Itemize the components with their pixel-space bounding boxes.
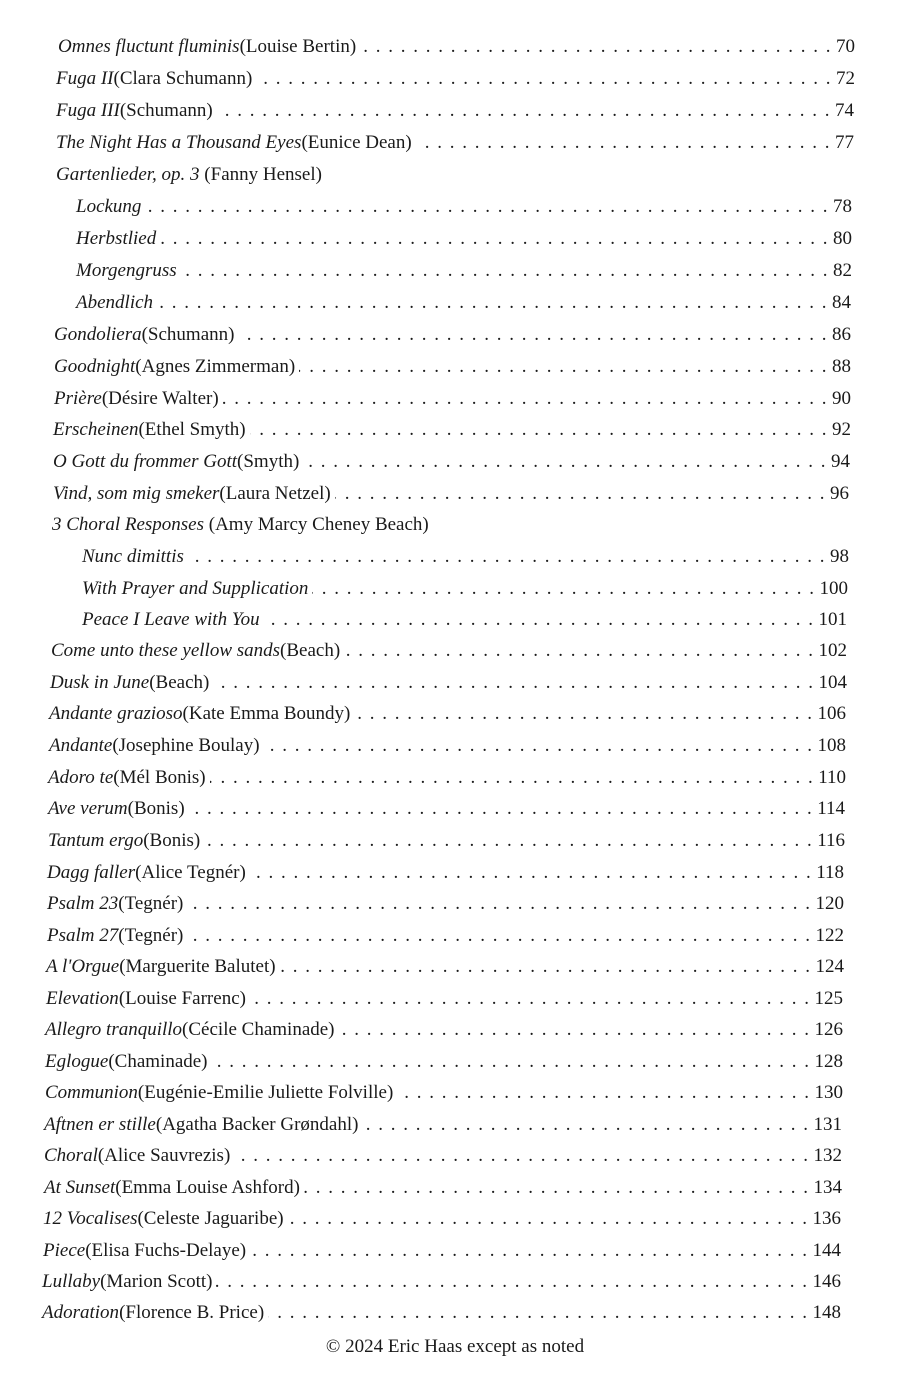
entry-title: Gartenlieder, op. 3 <box>56 164 200 185</box>
dot-leader <box>303 451 827 473</box>
entry-composer: (Bonis) <box>143 830 201 851</box>
entry-composer: (Marguerite Balutet) <box>119 956 276 977</box>
toc-entry[interactable] <box>82 572 848 600</box>
entry-title: Aftnen er stille <box>44 1114 156 1135</box>
toc-entry[interactable] <box>44 1108 842 1136</box>
toc-entry[interactable] <box>53 477 849 505</box>
dot-leader <box>250 419 828 441</box>
entry-title: Herbstlied <box>76 228 157 249</box>
entry-title: Dusk in June <box>50 672 150 693</box>
entry-composer: (Agatha Backer Grøndahl) <box>155 1114 359 1135</box>
copyright-footer: © 2024 Eric Haas except as noted <box>325 1336 585 1357</box>
entry-title: 3 Choral Responses <box>52 514 204 535</box>
entry-title: Nunc dimittis <box>82 546 184 567</box>
toc-entry[interactable] <box>47 919 844 947</box>
toc-entry[interactable] <box>47 887 844 915</box>
entry-page-number: 124 <box>815 956 844 977</box>
entry-composer: (Alice Tegnér) <box>135 862 246 883</box>
dot-leader <box>339 1019 811 1041</box>
entry-title: Allegro tranquillo <box>45 1019 183 1040</box>
toc-entry[interactable] <box>43 1234 841 1262</box>
entry-title: Andante <box>49 735 113 756</box>
entry-composer: (Louise Farrenc) <box>118 988 246 1009</box>
entry-composer: (Beach) <box>280 640 341 661</box>
dot-leader <box>335 483 826 505</box>
entry-title: With Prayer and Supplication <box>82 578 309 599</box>
dot-leader <box>223 388 828 410</box>
toc-entry[interactable] <box>46 950 844 978</box>
entry-title: At Sunset <box>44 1177 116 1198</box>
entry-title: Piece <box>43 1240 86 1261</box>
dot-leader <box>210 767 815 789</box>
entry-title: Abendlich <box>76 292 154 313</box>
entry-composer: (Smyth) <box>237 451 300 472</box>
entry-composer: (Elisa Fuchs-Delaye) <box>85 1240 247 1261</box>
entry-page-number: 70 <box>836 36 855 57</box>
toc-entry[interactable] <box>49 729 846 757</box>
entry-page-number: 100 <box>819 578 848 599</box>
entry-composer: (Emma Louise Ashford) <box>115 1177 300 1198</box>
entry-title: O Gott du frommer Gott <box>53 451 238 472</box>
toc-entry[interactable] <box>43 1202 841 1230</box>
dot-leader <box>217 100 831 122</box>
toc-entry[interactable] <box>56 94 854 122</box>
entry-page-number: 101 <box>818 609 847 630</box>
entry-title: Adoro te <box>48 767 114 788</box>
toc-entry[interactable] <box>49 697 846 725</box>
entry-title: Dagg faller <box>47 862 136 883</box>
dot-leader <box>160 228 829 250</box>
entry-page-number: 98 <box>830 546 849 567</box>
entry-page-number: 146 <box>812 1271 841 1292</box>
entry-page-number: 136 <box>812 1208 841 1229</box>
entry-page-number: 120 <box>815 893 844 914</box>
entry-title: A l'Orgue <box>46 956 120 977</box>
entry-page-number: 84 <box>832 292 851 313</box>
entry-page-number: 88 <box>832 356 851 377</box>
entry-title: Goodnight <box>54 356 136 377</box>
entry-title: Morgengruss <box>76 260 177 281</box>
toc-entry[interactable] <box>44 1171 842 1199</box>
entry-title: Adoration <box>42 1302 120 1323</box>
dot-leader <box>344 640 814 662</box>
entry-title: Choral <box>44 1145 98 1166</box>
entry-title: Psalm 23 <box>47 893 119 914</box>
entry-title: Vind, som mig smeker <box>53 483 220 504</box>
toc-entry[interactable] <box>82 540 849 568</box>
entry-composer: (Josephine Boulay) <box>112 735 260 756</box>
entry-page-number: 72 <box>836 68 855 89</box>
toc-entry[interactable] <box>48 824 845 852</box>
dot-leader <box>187 925 811 947</box>
toc-entry[interactable] <box>42 1296 841 1324</box>
dot-leader <box>304 1177 810 1199</box>
entry-title: Psalm 27 <box>47 925 119 946</box>
entry-page-number: 80 <box>833 228 852 249</box>
dot-leader <box>299 356 828 378</box>
entry-page-number: 94 <box>831 451 850 472</box>
dot-leader <box>280 956 812 978</box>
entry-composer: (Eunice Dean) <box>301 132 412 153</box>
entry-page-number: 108 <box>817 735 846 756</box>
entry-composer: (Schumann) <box>119 100 213 121</box>
entry-composer: (Mél Bonis) <box>113 767 206 788</box>
dot-leader <box>264 735 814 757</box>
entry-title: Gondoliera <box>54 324 142 345</box>
toc-entry[interactable] <box>58 30 855 58</box>
toc-entry[interactable] <box>50 666 847 694</box>
entry-title: Lockung <box>76 196 142 217</box>
dot-leader <box>264 609 815 631</box>
entry-page-number: 126 <box>814 1019 843 1040</box>
entry-composer: (Cécile Chaminade) <box>182 1019 335 1040</box>
entry-page-number: 74 <box>835 100 854 121</box>
toc-entry[interactable] <box>54 318 851 346</box>
dot-leader <box>288 1208 809 1230</box>
entry-title: Tantum ergo <box>48 830 144 851</box>
toc-entry[interactable] <box>76 222 852 250</box>
entry-title: Omnes fluctunt fluminis <box>58 36 240 57</box>
dot-leader <box>416 132 831 154</box>
dot-leader <box>189 798 814 820</box>
dot-leader <box>204 830 813 852</box>
entry-composer: (Chaminade) <box>108 1051 208 1072</box>
dot-leader <box>312 578 815 600</box>
dot-leader <box>181 260 829 282</box>
entry-page-number: 110 <box>818 767 846 788</box>
toc-entry[interactable] <box>46 982 843 1010</box>
toc-entry[interactable] <box>54 382 851 410</box>
entry-title: Andante grazioso <box>49 703 183 724</box>
toc-entry[interactable] <box>76 286 851 314</box>
entry-composer: (Eugénie-Emilie Juliette Folville) <box>137 1082 394 1103</box>
dot-leader <box>212 1051 811 1073</box>
entry-page-number: 134 <box>813 1177 842 1198</box>
dot-leader <box>216 1271 808 1293</box>
entry-page-number: 82 <box>833 260 852 281</box>
entry-page-number: 122 <box>815 925 844 946</box>
toc-entry[interactable] <box>56 62 855 90</box>
toc-entry[interactable] <box>82 603 847 631</box>
entry-composer: (Tegnér) <box>118 893 184 914</box>
entry-title: Peace I Leave with You <box>82 609 260 630</box>
toc-entry[interactable] <box>47 856 844 884</box>
entry-page-number: 90 <box>832 388 851 409</box>
entry-title: Come unto these yellow sands <box>51 640 281 661</box>
toc-entry[interactable] <box>48 761 846 789</box>
entry-composer: (Fanny Hensel) <box>199 164 322 185</box>
entry-title: Fuga II <box>56 68 114 89</box>
entry-composer: (Schumann) <box>141 324 235 345</box>
entry-page-number: 86 <box>832 324 851 345</box>
dot-leader <box>354 703 813 725</box>
entry-page-number: 102 <box>818 640 847 661</box>
dot-leader <box>213 672 814 694</box>
dot-leader <box>188 546 826 568</box>
dot-leader <box>145 196 829 218</box>
entry-page-number: 148 <box>812 1302 841 1323</box>
dot-leader <box>360 36 832 58</box>
toc-entry[interactable] <box>48 792 845 820</box>
entry-composer: (Alice Sauvrezis) <box>97 1145 231 1166</box>
entry-page-number: 131 <box>813 1114 842 1135</box>
entry-page-number: 116 <box>817 830 845 851</box>
toc-entry[interactable] <box>54 350 851 378</box>
dot-leader <box>238 324 828 346</box>
entry-page-number: 78 <box>833 196 852 217</box>
entry-page-number: 128 <box>814 1051 843 1072</box>
entry-page-number: 118 <box>816 862 844 883</box>
dot-leader <box>234 1145 809 1167</box>
dot-leader <box>250 1240 808 1262</box>
entry-page-number: 130 <box>814 1082 843 1103</box>
entry-composer: (Kate Emma Boundy) <box>182 703 351 724</box>
dot-leader <box>157 292 828 314</box>
dot-leader <box>362 1114 809 1136</box>
entry-composer: (Beach) <box>149 672 210 693</box>
entry-page-number: 114 <box>817 798 845 819</box>
entry-title: Eglogue <box>45 1051 109 1072</box>
entry-composer: (Marion Scott) <box>100 1271 213 1292</box>
entry-composer: (Laura Netzel) <box>219 483 331 504</box>
dot-leader <box>268 1302 808 1324</box>
entry-composer: (Agnes Zimmerman) <box>135 356 296 377</box>
entry-title: Prière <box>54 388 102 409</box>
toc-entry[interactable] <box>76 254 852 282</box>
entry-page-number: 77 <box>835 132 854 153</box>
toc-entry[interactable] <box>45 1045 843 1073</box>
entry-title: Fuga III <box>56 100 120 121</box>
entry-title: Ave verum <box>48 798 128 819</box>
toc-entry[interactable] <box>76 190 852 218</box>
entry-page-number: 106 <box>817 703 846 724</box>
entry-page-number: 144 <box>812 1240 841 1261</box>
entry-composer: (Celeste Jaguaribe) <box>137 1208 284 1229</box>
entry-page-number: 104 <box>818 672 847 693</box>
entry-page-number: 92 <box>832 419 851 440</box>
toc-section-heading <box>56 164 322 186</box>
dot-leader <box>250 988 811 1010</box>
entry-composer: (Bonis) <box>127 798 185 819</box>
entry-composer: (Clara Schumann) <box>113 68 253 89</box>
entry-title: 12 Vocalises <box>43 1208 138 1229</box>
toc-entry[interactable] <box>51 634 847 662</box>
toc-entry[interactable] <box>53 445 850 473</box>
entry-composer: (Désire Walter) <box>101 388 219 409</box>
dot-leader <box>187 893 811 915</box>
entry-page-number: 125 <box>814 988 843 1009</box>
entry-title: Elevation <box>46 988 119 1009</box>
entry-title: Communion <box>45 1082 138 1103</box>
entry-page-number: 96 <box>830 483 849 504</box>
entry-composer: (Louise Bertin) <box>239 36 357 57</box>
dot-leader <box>397 1082 810 1104</box>
entry-composer: (Florence B. Price) <box>119 1302 265 1323</box>
entry-composer: (Amy Marcy Cheney Beach) <box>204 514 429 535</box>
dot-leader <box>256 68 832 90</box>
toc-entry[interactable] <box>44 1139 842 1167</box>
toc-entry[interactable] <box>56 126 854 154</box>
toc-section-heading <box>52 514 429 536</box>
entry-composer: (Ethel Smyth) <box>138 419 246 440</box>
toc-entry[interactable] <box>53 413 851 441</box>
toc-entry[interactable] <box>45 1076 843 1104</box>
entry-page-number: 132 <box>813 1145 842 1166</box>
entry-title: Erscheinen <box>53 419 139 440</box>
toc-entry[interactable] <box>45 1013 843 1041</box>
entry-title: The Night Has a Thousand Eyes <box>56 132 302 153</box>
dot-leader <box>250 862 812 884</box>
entry-title: Lullaby <box>42 1271 101 1292</box>
entry-composer: (Tegnér) <box>118 925 184 946</box>
toc-entry[interactable] <box>42 1265 841 1293</box>
